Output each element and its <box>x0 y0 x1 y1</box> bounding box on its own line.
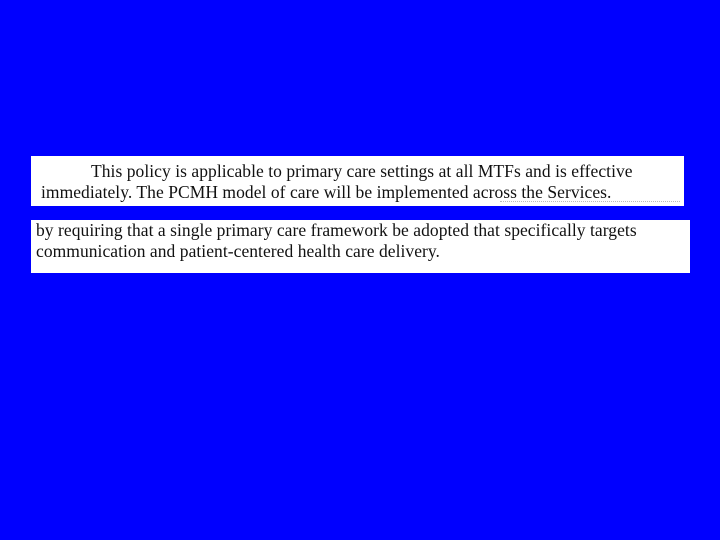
excerpt-line: This policy is applicable to primary care settings at all MTFs and is effective <box>91 161 633 181</box>
scan-artifact <box>500 201 680 204</box>
excerpt-line: by requiring that a single primary care framework be adopted that specifically targets <box>36 220 637 240</box>
excerpt-line: immediately. The PCMH model of care will be implemented across the Services. <box>41 182 612 202</box>
excerpt-line: communication and patient-centered health care delivery. <box>36 241 440 261</box>
policy-excerpt-top <box>31 156 684 206</box>
policy-excerpt-bottom <box>31 220 690 273</box>
